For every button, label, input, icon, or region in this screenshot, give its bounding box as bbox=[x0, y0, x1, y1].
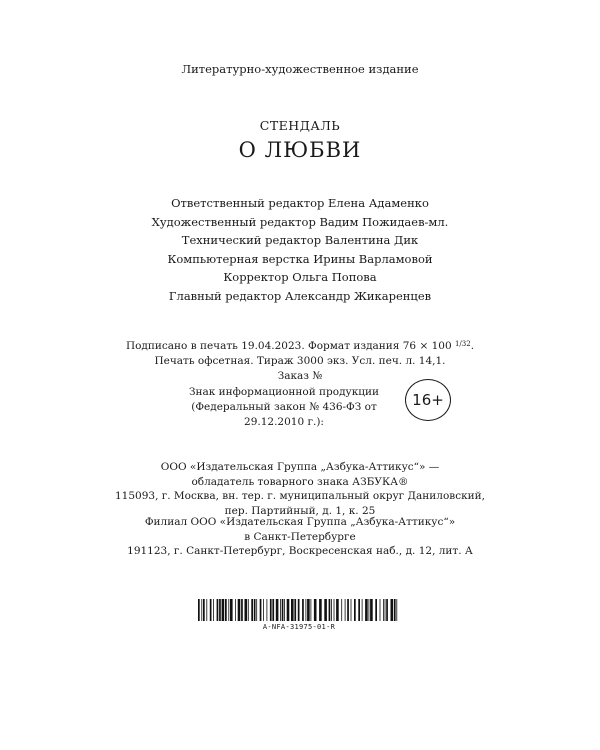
publisher-line: ООО «Издательская Группа „Азбука-Аттикус“» — bbox=[160, 461, 440, 473]
credit-line: Ответственный редактор Елена Адаменко bbox=[171, 196, 429, 210]
barcode-bar bbox=[391, 599, 394, 621]
barcode-bar bbox=[222, 599, 225, 621]
barcode-bar bbox=[267, 599, 268, 621]
branch-line: в Санкт-Петербурге bbox=[244, 530, 356, 543]
barcode-bar bbox=[282, 599, 284, 621]
barcode-bar bbox=[256, 599, 257, 621]
barcode-bar bbox=[201, 599, 202, 621]
credit-line: Компьютерная верстка Ирины Варламовой bbox=[167, 251, 433, 266]
barcode-bar bbox=[354, 599, 356, 621]
barcode-bar bbox=[334, 599, 335, 621]
publisher-line: обладатель товарного знака АЗБУКА® bbox=[191, 475, 409, 488]
barcode-bar bbox=[347, 599, 349, 621]
age-sign-text: Знак информационной продукции (Федеральный закон № 436-ФЗ от 29.12.2010 г.): bbox=[188, 386, 380, 428]
publisher-line: 115093, г. Москва, вн. тер. г. муниципальный округ Даниловский, bbox=[114, 490, 485, 502]
barcode-bar bbox=[329, 599, 331, 621]
barcode-bar bbox=[245, 599, 248, 621]
author-name: СТЕНДАЛЬ bbox=[259, 118, 341, 133]
print-line-order: Заказ № bbox=[277, 370, 323, 382]
barcode-bar bbox=[396, 599, 397, 621]
barcode-bar bbox=[241, 599, 243, 621]
barcode-bar bbox=[375, 599, 377, 621]
barcode-bar bbox=[254, 599, 256, 621]
credits-block bbox=[0, 194, 600, 287]
barcode-bar bbox=[272, 599, 274, 621]
barcode-bar bbox=[280, 599, 281, 621]
barcode-bar bbox=[306, 599, 307, 621]
barcode-bar bbox=[370, 599, 373, 621]
barcode-bar bbox=[210, 599, 212, 621]
barcode-bar bbox=[307, 599, 310, 621]
publisher-block bbox=[0, 460, 600, 518]
barcode-bar bbox=[386, 599, 388, 621]
age-rating-badge: 16+ bbox=[405, 379, 451, 421]
barcode-bar bbox=[228, 599, 229, 621]
barcode-bar bbox=[319, 599, 322, 621]
barcode-bar bbox=[276, 599, 279, 621]
barcode-bar bbox=[311, 599, 312, 621]
barcode-bar bbox=[213, 599, 214, 621]
barcode-bar bbox=[394, 599, 396, 621]
barcode-bar bbox=[198, 599, 200, 621]
barcode-bar bbox=[341, 599, 342, 621]
barcode-bar bbox=[230, 599, 233, 621]
credit-line: Корректор Ольга Попова bbox=[223, 270, 377, 284]
barcode-bar bbox=[225, 599, 227, 621]
barcode-bar bbox=[358, 599, 360, 621]
print-line-run: Печать офсетная. Тираж 3000 экз. Усл. печ. л. 14,1. bbox=[154, 355, 446, 367]
barcode-bar bbox=[287, 599, 290, 621]
barcode-bar bbox=[260, 599, 262, 621]
credit-line: Художественный редактор Вадим Пожидаев-мл. bbox=[151, 214, 449, 229]
barcode-bar bbox=[351, 599, 352, 621]
publisher-line: пер. Партийный, д. 1, к. 25 bbox=[224, 504, 376, 517]
barcode-bar bbox=[314, 599, 317, 621]
barcode-bar bbox=[251, 599, 253, 621]
credit-line: Технический редактор Валентина Дик bbox=[181, 233, 419, 247]
barcode bbox=[198, 599, 400, 621]
chief-editor: Главный редактор Александр Жикаренцев bbox=[168, 289, 432, 303]
barcode-bar bbox=[294, 599, 296, 621]
barcode-bar bbox=[203, 599, 205, 621]
barcode-label: A-NFA-31975-01-R bbox=[262, 623, 336, 631]
barcode-bar bbox=[217, 599, 219, 621]
barcode-bar bbox=[345, 599, 346, 621]
format-fraction: 1/32 bbox=[454, 340, 471, 348]
barcode-bar bbox=[336, 599, 339, 621]
branch-line: Филиал ООО «Издательская Группа „Азбука-Аттикус“» bbox=[144, 516, 456, 528]
barcode-bar bbox=[369, 599, 370, 621]
barcode-bar bbox=[238, 599, 241, 621]
barcode-bar bbox=[284, 599, 285, 621]
branch-line: 191123, г. Санкт-Петербург, Воскресенская наб., д. 12, лит. А bbox=[127, 545, 473, 557]
barcode-bar bbox=[270, 599, 272, 621]
barcode-bar bbox=[380, 599, 381, 621]
barcode-bar bbox=[302, 599, 304, 621]
book-title: О ЛЮБВИ bbox=[238, 138, 362, 162]
barcode-bar bbox=[362, 599, 363, 621]
barcode-bar bbox=[248, 599, 249, 621]
barcode-bar bbox=[385, 599, 386, 621]
barcode-bar bbox=[331, 599, 332, 621]
print-line-format: Подписано в печать 19.04.2023. Формат издания 76 × 100 $^{1/32}$. bbox=[125, 340, 475, 352]
barcode-bar bbox=[365, 599, 368, 621]
branch-block bbox=[0, 515, 600, 559]
barcode-bar bbox=[206, 599, 207, 621]
barcode-bar bbox=[383, 599, 384, 621]
barcode-bar bbox=[219, 599, 221, 621]
barcode-bar bbox=[324, 599, 327, 621]
barcode-bar bbox=[263, 599, 264, 621]
barcode-bar bbox=[235, 599, 236, 621]
barcode-bar bbox=[298, 599, 300, 621]
genre-label: Литературно-художественное издание bbox=[181, 62, 419, 76]
barcode-bar bbox=[291, 599, 294, 621]
print-info bbox=[0, 337, 600, 384]
